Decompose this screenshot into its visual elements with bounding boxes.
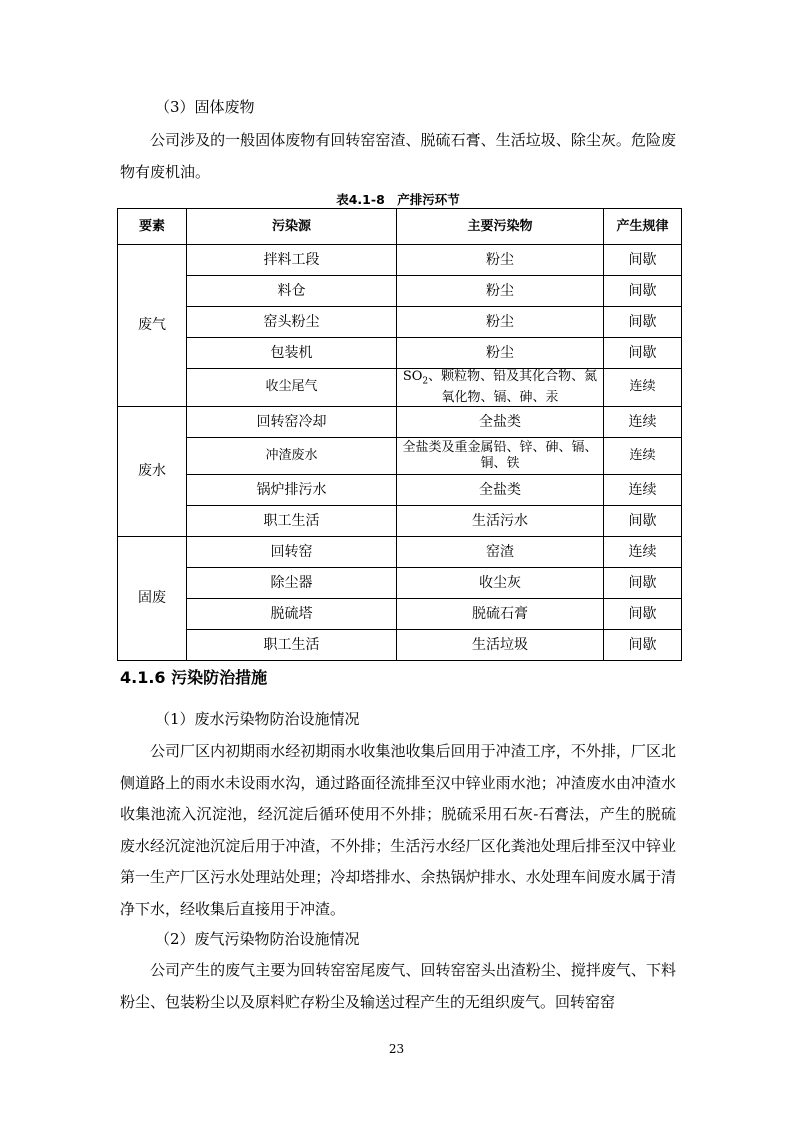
pollutant-rest: 、颗粒物、铅及其化合物、氮氧化物、镉、砷、汞: [428, 369, 598, 405]
table-row: [118, 567, 682, 598]
pattern-cell: 连续: [604, 406, 682, 437]
table-row: [118, 245, 682, 276]
subsection-1-title: （1）废水污染物防治设施情况: [155, 710, 360, 728]
source-cell: 冲渣废水: [187, 437, 397, 474]
pattern-cell: 连续: [604, 369, 682, 407]
pollutant-cell: 粉尘: [397, 276, 604, 307]
pollutant-subscript: 2: [422, 376, 429, 387]
group-label: 固废: [118, 536, 187, 660]
pollutant-cell: 脱硫石膏: [397, 598, 604, 629]
pattern-cell: 间歇: [604, 338, 682, 369]
pattern-cell: 间歇: [604, 598, 682, 629]
source-cell: 包装机: [187, 338, 397, 369]
table-row: [118, 276, 682, 307]
pollutant-cell: [397, 369, 604, 407]
table-row: [118, 338, 682, 369]
pattern-cell: 间歇: [604, 629, 682, 660]
source-cell: 拌料工段: [187, 245, 397, 276]
table-row: [118, 536, 682, 567]
header-element: 要素: [118, 209, 187, 245]
pollutant-cell: 窑渣: [397, 536, 604, 567]
pollutant-cell: 粉尘: [397, 307, 604, 338]
section-3-paragraph: 公司涉及的一般固体废物有回转窑窑渣、脱硫石膏、生活垃圾、除尘灰。危险废物有废机油。: [120, 131, 676, 181]
source-cell: 锅炉排污水: [187, 474, 397, 505]
pollutant-cell: 收尘灰: [397, 567, 604, 598]
group-label: 废气: [118, 245, 187, 407]
pollutant-prefix: SO: [402, 369, 423, 384]
pollutant-cell: 生活污水: [397, 505, 604, 536]
wastewater-paragraph: 公司厂区内初期雨水经初期雨水收集池收集后回用于冲渣工序，不外排，厂区北侧道路上的雨水未设雨水沟，通过路面径流排至汉中锌业雨水池；冲渣废水由冲渣水收集池流入沉淀池，经沉淀后循环使用不外排；脱硫采用石灰-石膏法，产生的脱硫废水经沉淀池沉淀后用于冲渣，不外排；生活污水经厂区化粪池处理后排至汉中锌业第一生产厂区污水处理站处理；冷却塔排水、余热锅炉排水、水处理车间废水属于清净下水，经收集后直接用于冲渣。: [120, 742, 676, 918]
subsection-2-title: （2）废气污染物防治设施情况: [155, 930, 360, 948]
source-cell: 回转窑冷却: [187, 406, 397, 437]
table-row: [118, 505, 682, 536]
pattern-cell: 间歇: [604, 276, 682, 307]
header-source: 污染源: [187, 209, 397, 245]
source-cell: 料仓: [187, 276, 397, 307]
source-cell: 收尘尾气: [187, 369, 397, 407]
pollutant-cell: 全盐类及重金属铅、锌、砷、镉、铜、铁: [397, 437, 604, 474]
table-row: [118, 598, 682, 629]
pattern-cell: 间歇: [604, 567, 682, 598]
pattern-cell: 间歇: [604, 245, 682, 276]
pollutant-cell: 全盐类: [397, 474, 604, 505]
pattern-cell: 间歇: [604, 505, 682, 536]
pattern-cell: 连续: [604, 474, 682, 505]
pollutant-cell: 粉尘: [397, 338, 604, 369]
source-cell: 职工生活: [187, 629, 397, 660]
pollutant-cell: 生活垃圾: [397, 629, 604, 660]
header-pattern: 产生规律: [604, 209, 682, 245]
source-cell: 回转窑: [187, 536, 397, 567]
table-row: [118, 474, 682, 505]
pattern-cell: 间歇: [604, 307, 682, 338]
pollutant-cell: 粉尘: [397, 245, 604, 276]
header-pollutant: 主要污染物: [397, 209, 604, 245]
pollution-table: [117, 208, 682, 661]
table-row: [118, 437, 682, 474]
source-cell: 窑头粉尘: [187, 307, 397, 338]
group-label: 废水: [118, 406, 187, 536]
section-3-title: （3）固体废物: [155, 98, 255, 116]
table-row: [118, 369, 682, 407]
page-number: 23: [388, 1042, 405, 1056]
pattern-cell: 连续: [604, 536, 682, 567]
source-cell: 脱硫塔: [187, 598, 397, 629]
table-row: [118, 406, 682, 437]
table-caption: 表4.1-8 产排污环节: [336, 192, 460, 207]
table-row: [118, 307, 682, 338]
table-row: [118, 629, 682, 660]
pattern-cell: 连续: [604, 437, 682, 474]
table-header-row: [118, 209, 682, 245]
waste-gas-paragraph: 公司产生的废气主要为回转窑窑尾废气、回转窑窑头出渣粉尘、搅拌废气、下料粉尘、包装粉尘以及原料贮存粉尘及输送过程产生的无组织废气。回转窑窑: [120, 961, 676, 1011]
pollutant-cell: 全盐类: [397, 406, 604, 437]
section-heading-4-1-6: 4.1.6 污染防治措施: [120, 668, 268, 687]
source-cell: 职工生活: [187, 505, 397, 536]
source-cell: 除尘器: [187, 567, 397, 598]
